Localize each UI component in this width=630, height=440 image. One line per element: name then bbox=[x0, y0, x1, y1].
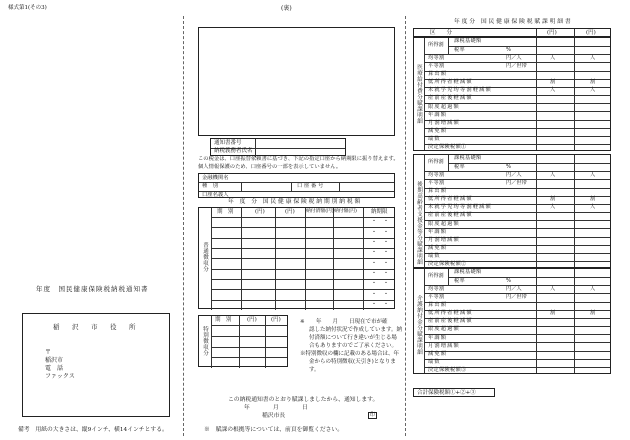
calc-row-label: 平等割 bbox=[428, 179, 445, 186]
calc-row-label: 決定保険税額③ bbox=[428, 367, 467, 374]
calc-row-label: 限度超過額 bbox=[428, 103, 460, 110]
schedule-header-paid: 納付済額(円) bbox=[306, 209, 334, 214]
calc-row-unit: 円／世帯 bbox=[506, 62, 527, 69]
table-row-divider bbox=[211, 347, 287, 348]
calc-col-yen-1: (円) bbox=[547, 29, 557, 36]
cut-unit: 割 bbox=[550, 79, 556, 86]
sender-city: 稲沢市 bbox=[45, 357, 64, 364]
address-window bbox=[198, 27, 395, 136]
special-header-period: 期 別 bbox=[215, 317, 232, 323]
calc-header bbox=[413, 28, 611, 37]
calc-row-label: 産前産後軽減額 bbox=[428, 318, 473, 325]
schedule-title: 年 度 分 国 民 健 康 保 険 税 納 期 別 納 税 額 bbox=[228, 199, 361, 205]
calc-row-label: 税率 bbox=[454, 163, 465, 170]
calc-row-label: 課税基礎額 bbox=[454, 38, 482, 45]
total-label: 合計保険税額①+②+③ bbox=[417, 389, 476, 396]
remark: 備考 用紙の大きさは、縦9インチ、横14インチとする。 bbox=[18, 427, 168, 433]
table-row-divider bbox=[211, 357, 287, 358]
special-note-line: ※特別徴収の欄に記載のある場合は、年 bbox=[300, 351, 400, 357]
fax-label: ファックス bbox=[45, 373, 75, 380]
calc-row-label: 未就学児均等割軽減額 bbox=[428, 87, 492, 94]
due-date-dots: ・ ・ bbox=[371, 249, 390, 257]
table-row-divider bbox=[211, 279, 394, 280]
fold-line bbox=[183, 16, 184, 436]
calc-row-label: 年調額 bbox=[428, 334, 448, 341]
due-date-dots: ・ ・ bbox=[371, 218, 390, 226]
calc-col-yen-2: (円) bbox=[586, 29, 596, 36]
calc-row-label: 限度超過額 bbox=[428, 326, 460, 333]
bank-info bbox=[198, 173, 395, 198]
calc-row-unit: 円／人 bbox=[506, 54, 522, 61]
calc-row-label: 減免額 bbox=[428, 245, 448, 252]
cut-unit: 割 bbox=[550, 310, 556, 317]
due-date-dots: ・ ・ bbox=[371, 280, 390, 288]
calc-row-unit: 円／人 bbox=[506, 171, 522, 178]
calc-row-label: 均等割 bbox=[428, 285, 445, 292]
people-unit: 人 bbox=[550, 204, 556, 211]
calc-row-label: 課税基礎額 bbox=[454, 155, 482, 162]
calc-row-label: 均等割 bbox=[428, 54, 445, 61]
calc-row-unit: % bbox=[506, 46, 511, 53]
schedule-header-period: 期 別 bbox=[217, 209, 234, 215]
income-label: 所得割 bbox=[428, 159, 444, 166]
calc-row-label: 未就学児均等割軽減額 bbox=[428, 204, 492, 211]
special-note-line: 認した納付状況で作成しています。納 bbox=[309, 327, 403, 333]
calc-row-label: 端数 bbox=[428, 359, 441, 366]
calc-title: 年 度 分 国 民 健 康 保 険 税 賦 課 明 細 書 bbox=[454, 19, 571, 25]
closing-footnote: ※ 賦課の根拠等については、前頁を御覧ください。 bbox=[204, 427, 344, 433]
calc-section-label: 医療給付費分賦課明細 bbox=[416, 64, 422, 124]
table-row-divider bbox=[211, 238, 394, 239]
calc-row-unit: % bbox=[506, 163, 511, 170]
calc-row-label: 平等割 bbox=[428, 62, 445, 69]
privacy-note-2: 個人情報保護のため、口座番号の一部を表示していません。 bbox=[198, 164, 342, 170]
calc-row-label: 低所得者軽減額 bbox=[428, 310, 473, 317]
schedule-table bbox=[198, 207, 395, 309]
cut-unit: 割 bbox=[590, 310, 596, 317]
periods-label: 普通徴収分 bbox=[202, 242, 208, 272]
calc-row-label: 課税基礎額 bbox=[454, 269, 482, 276]
calc-section bbox=[413, 268, 611, 374]
city-office: 稲 沢 市 役 所 bbox=[53, 323, 139, 331]
people-unit: 人 bbox=[550, 171, 556, 178]
schedule-header-payment: 納付額(円) bbox=[334, 209, 357, 214]
calc-row-label: 平等割 bbox=[428, 293, 445, 300]
special-note-line: 合もありますのでご了承ください。 bbox=[309, 343, 398, 349]
calc-row-label: 決定保険税額② bbox=[428, 261, 467, 268]
calc-col-section: 区 分 bbox=[430, 29, 453, 36]
bank-label: 金融機関名 bbox=[202, 174, 229, 181]
notice-number-label: 通知書番号 bbox=[214, 139, 242, 146]
holder-label: 口座名義人 bbox=[202, 191, 229, 198]
calc-row-label: 算出額 bbox=[428, 188, 448, 194]
special-note-mark: ※ bbox=[300, 319, 305, 325]
seal bbox=[368, 412, 377, 419]
income-label: 所得割 bbox=[428, 42, 444, 49]
due-date-dots: ・ ・ bbox=[371, 238, 390, 246]
cut-unit: 割 bbox=[590, 196, 596, 203]
calc-row-label: 年調額 bbox=[428, 228, 448, 235]
cut-unit: 割 bbox=[550, 196, 556, 203]
special-table bbox=[198, 315, 288, 367]
account-type-label: 種 別 bbox=[202, 183, 218, 189]
people-unit: 人 bbox=[550, 87, 556, 94]
people-unit: 人 bbox=[590, 54, 596, 61]
due-date-dots: ・ ・ bbox=[371, 290, 390, 298]
people-unit: 人 bbox=[550, 54, 556, 61]
people-unit: 人 bbox=[590, 204, 596, 211]
calc-row-label: 税率 bbox=[454, 46, 465, 53]
closing-text: この納税通知書のとおり賦課しましたから、通知します。 bbox=[228, 397, 379, 403]
calc-row-unit: 円／人 bbox=[506, 285, 522, 292]
account-number-label: 口 座 番 号 bbox=[297, 183, 324, 189]
special-note-date: 年 月 日現在で市が確 bbox=[316, 319, 388, 325]
calc-row-label: 算出額 bbox=[428, 302, 448, 308]
due-date-dots: ・ ・ bbox=[371, 269, 390, 277]
people-unit: 人 bbox=[590, 171, 596, 178]
calc-row-label: 月割増減額 bbox=[428, 119, 460, 126]
calc-row-label: 限度超過額 bbox=[428, 220, 460, 227]
calc-row-label: 算出額 bbox=[428, 71, 448, 77]
table-row-divider bbox=[211, 289, 394, 290]
closing-date: 年 月 日 bbox=[244, 405, 308, 411]
calc-section-label: 後期高齢者支援金等分賦課明細 bbox=[416, 181, 422, 265]
calc-row-label: 均等割 bbox=[428, 171, 445, 178]
table-row-divider bbox=[211, 269, 394, 270]
calc-row-label: 端数 bbox=[428, 253, 441, 260]
calc-section bbox=[413, 37, 611, 151]
calc-row-label: 月割増減額 bbox=[428, 236, 460, 243]
calc-row-label: 年調額 bbox=[428, 111, 448, 118]
calc-row-label: 税率 bbox=[454, 277, 465, 284]
calc-row-label: 低所得者軽減額 bbox=[428, 79, 473, 86]
calc-row-label: 低所得者軽減額 bbox=[428, 196, 473, 203]
calc-row-label: 減免額 bbox=[428, 128, 448, 135]
table-row-divider bbox=[211, 248, 394, 249]
calc-row-label: 決定保険税額① bbox=[428, 144, 467, 151]
postal-mark: 〒 bbox=[45, 349, 52, 356]
income-label: 所得割 bbox=[428, 273, 444, 280]
schedule-header-yen-2: (円) bbox=[285, 209, 295, 215]
schedule-header-due: 納期限 bbox=[371, 209, 388, 215]
due-date-dots: ・ ・ bbox=[371, 259, 390, 267]
special-header-yen-1: (円) bbox=[247, 317, 257, 323]
cut-unit: 割 bbox=[590, 79, 596, 86]
notice-info bbox=[210, 138, 346, 156]
due-date-dots: ・ ・ bbox=[371, 228, 390, 236]
calc-row-unit: 円／世帯 bbox=[506, 293, 527, 300]
calc-row-unit: % bbox=[506, 277, 511, 284]
calc-row-label: 月割増減額 bbox=[428, 342, 460, 349]
special-note-line: 付済額について行き違いが生じる場 bbox=[309, 335, 397, 341]
table-row-divider bbox=[211, 300, 394, 301]
special-note-line: す。 bbox=[309, 367, 320, 373]
schedule-header-yen-1: (円) bbox=[255, 209, 265, 215]
privacy-note-1: この税金は、口座振替依頼書に基づき、下記の指定口座から納期限に振り替えます。 bbox=[198, 156, 399, 162]
people-unit: 人 bbox=[550, 285, 556, 292]
special-note-line: 金からの特別徴収(天引き)となりま bbox=[309, 359, 396, 365]
calc-row-label: 産前産後軽減額 bbox=[428, 95, 473, 102]
fold-line bbox=[405, 16, 406, 436]
special-label: 特別徴収分 bbox=[202, 326, 208, 356]
total-box bbox=[413, 388, 495, 397]
notice-title: 年度 国民健康保険税納税通知書 bbox=[36, 285, 149, 293]
back-label: (裏) bbox=[281, 5, 292, 12]
table-row-divider bbox=[211, 227, 394, 228]
people-unit: 人 bbox=[590, 285, 596, 292]
people-unit: 人 bbox=[590, 87, 596, 94]
seal-mark: 印 bbox=[370, 412, 376, 418]
calc-row-label: 産前産後軽減額 bbox=[428, 212, 473, 219]
calc-row-label: 端数 bbox=[428, 136, 441, 143]
calc-row-label: 減免額 bbox=[428, 350, 448, 357]
special-header-yen-2: (円) bbox=[271, 317, 281, 323]
taxpayer-label: 納税義務者氏名 bbox=[214, 148, 253, 154]
phone-label: 電 話 bbox=[45, 365, 64, 372]
table-row-divider bbox=[211, 258, 394, 259]
due-date-dots: ・ ・ bbox=[371, 300, 390, 308]
calc-row-unit: 円／世帯 bbox=[506, 179, 527, 186]
form-label: 様式第1(その3) bbox=[8, 5, 47, 11]
mayor: 稲沢市長 bbox=[262, 413, 286, 419]
sender-box bbox=[22, 313, 170, 417]
table-row-divider bbox=[211, 336, 287, 337]
calc-section bbox=[413, 154, 611, 268]
calc-section-label: 介護納付金分賦課明細 bbox=[416, 295, 422, 355]
